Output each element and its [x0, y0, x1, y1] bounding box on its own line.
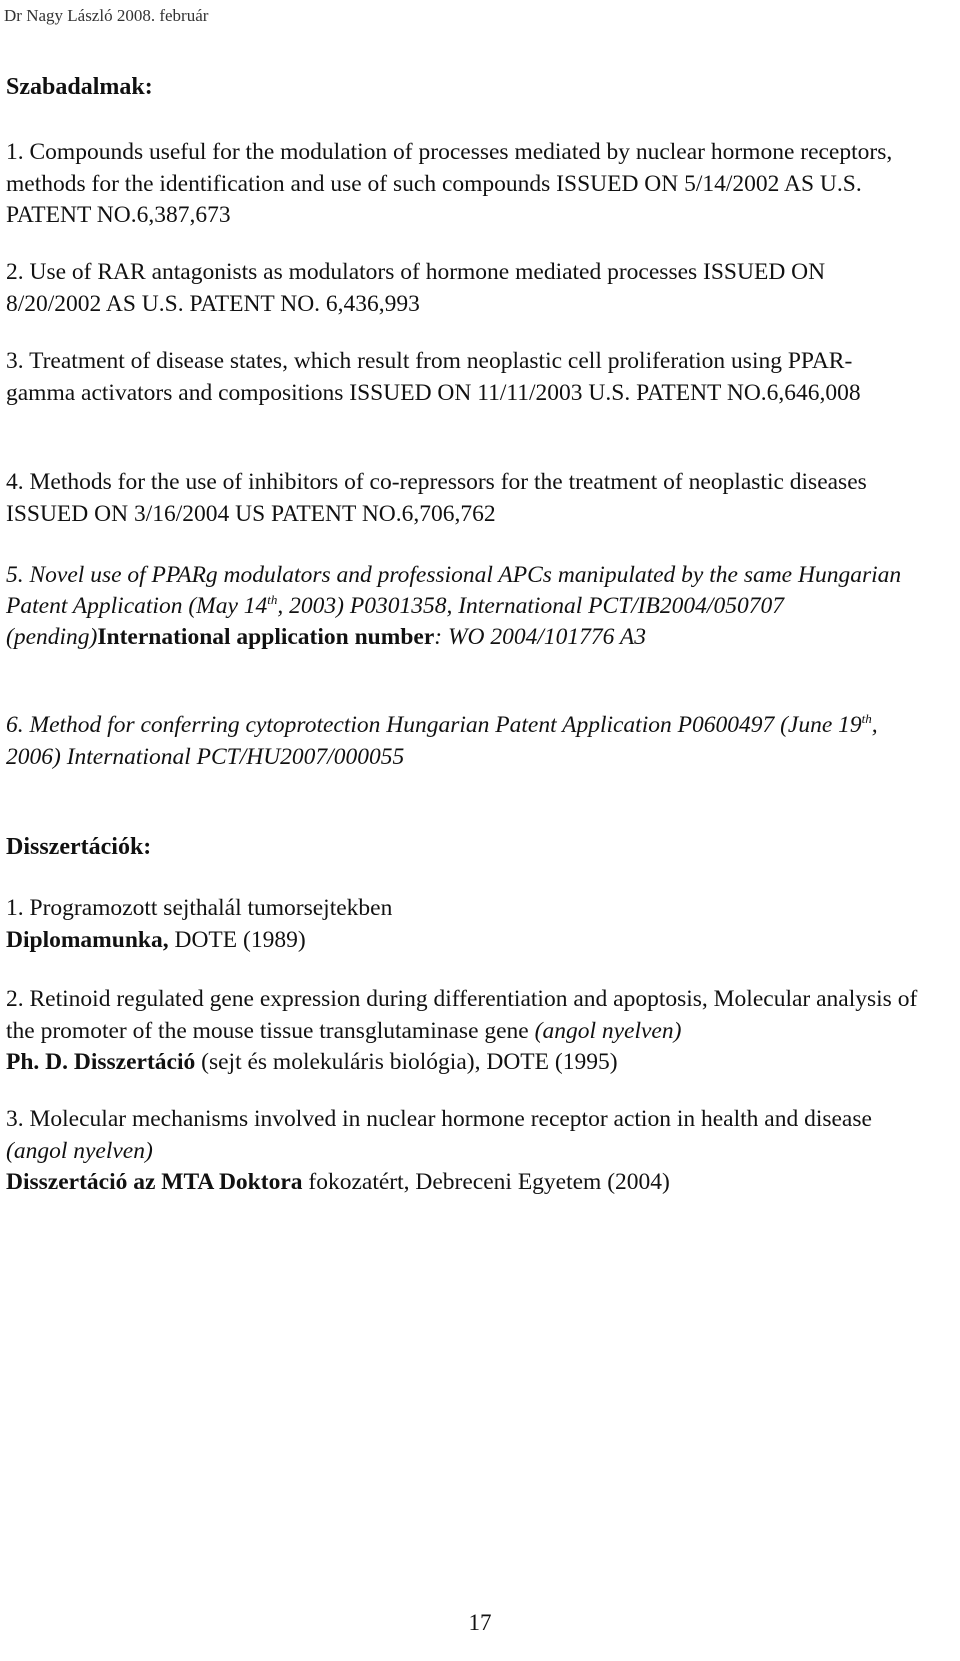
patent-item-5-sup: th	[267, 592, 278, 608]
patent-item-5-part2: , 2003) P0301358, International PCT/IB2004/050707 (pending)	[6, 593, 784, 650]
dissertation-item-1-degree-rest: DOTE (1989)	[168, 926, 306, 953]
patent-item-1-text: 1. Compounds useful for the modulation of processes mediated by nuclear hormone receptors, methods for the identification and use of such compounds ISSUED ON 5/14/2002 AS U.S. PATENT NO.6,387,673	[6, 139, 893, 228]
patent-item-5-part1: 5. Novel use of PPARg modulators and professional APCs manipulated by the same Hungarian Patent Application (May 14	[6, 562, 902, 619]
patent-item-6-part2: , 2006) International PCT/HU2007/000055	[6, 712, 878, 770]
patent-item-5	[6, 560, 920, 653]
dissertation-item-3-degree-label: Disszertáció az MTA Doktora	[6, 1169, 303, 1195]
dissertation-item-2	[6, 984, 920, 1079]
dissertation-item-1-title: 1. Programozott sejthalál tumorsejtekben	[6, 895, 393, 921]
patent-item-3	[6, 346, 920, 409]
dissertation-item-2-degree-label: Ph. D. Disszertáció	[6, 1049, 196, 1075]
patent-item-6-part1: 6. Method for conferring cytoprotection Hungarian Patent Application P0600497 (June 19	[6, 712, 862, 738]
patent-item-5-part4: : WO 2004/101776 A3	[434, 624, 646, 650]
patent-item-4-text: 4. Methods for the use of inhibitors of co-repressors for the treatment of neoplastic diseases ISSUED ON 3/16/2004 US PATENT NO.6,706,762	[6, 469, 867, 527]
dissertation-item-1-degree	[6, 925, 920, 957]
dissertation-item-2-text: 2. Retinoid regulated gene expression during differentiation and apoptosis, Molecular analysis of the promoter of the mouse tissue transglutaminase gene	[6, 986, 918, 1044]
patent-item-5-part3: International application number	[97, 624, 435, 650]
dissertation-item-3-degree	[6, 1167, 920, 1199]
dissertation-item-2-title	[6, 984, 920, 1047]
page-number: 17	[468, 1610, 492, 1635]
patents-section-title: Szabadalmak:	[6, 74, 153, 100]
patent-item-1	[6, 137, 920, 232]
dissertations-section-title: Disszertációk:	[6, 834, 152, 860]
dissertation-item-2-degree-rest: (sejt és molekuláris biológia), DOTE (1995)	[195, 1049, 618, 1075]
dissertation-item-3-language: (angol nyelven)	[6, 1137, 153, 1164]
dissertation-item-3-degree-rest: fokozatért, Debreceni Egyetem (2004)	[302, 1169, 670, 1195]
dissertation-item-3	[6, 1104, 920, 1199]
page-header: Dr Nagy László 2008. február	[4, 6, 209, 25]
patent-item-6-sup: th	[861, 711, 872, 727]
dissertation-item-1	[6, 893, 920, 956]
patent-item-6	[6, 710, 920, 773]
dissertation-item-3-title	[6, 1104, 920, 1167]
dissertation-item-2-degree	[6, 1047, 920, 1079]
dissertation-item-1-degree-label: Diplomamunka,	[6, 926, 169, 953]
patent-item-6-text	[6, 710, 920, 773]
patent-item-4	[6, 467, 920, 530]
patent-item-3-text: 3. Treatment of disease states, which result from neoplastic cell proliferation using PPAR-gamma activators and compositions ISSUED ON 11/11/2003 U.S. PATENT NO.6,646,008	[6, 348, 861, 406]
dissertation-item-3-text: 3. Molecular mechanisms involved in nuclear hormone receptor action in health and disease	[6, 1106, 872, 1132]
patent-item-2-text: 2. Use of RAR antagonists as modulators of hormone mediated processes ISSUED ON 8/20/2002 AS U.S. PATENT NO. 6,436,993	[6, 259, 826, 317]
dissertation-item-2-language: (angol nyelven)	[534, 1017, 682, 1044]
patent-item-2	[6, 257, 920, 320]
patent-item-5-text	[6, 560, 920, 653]
